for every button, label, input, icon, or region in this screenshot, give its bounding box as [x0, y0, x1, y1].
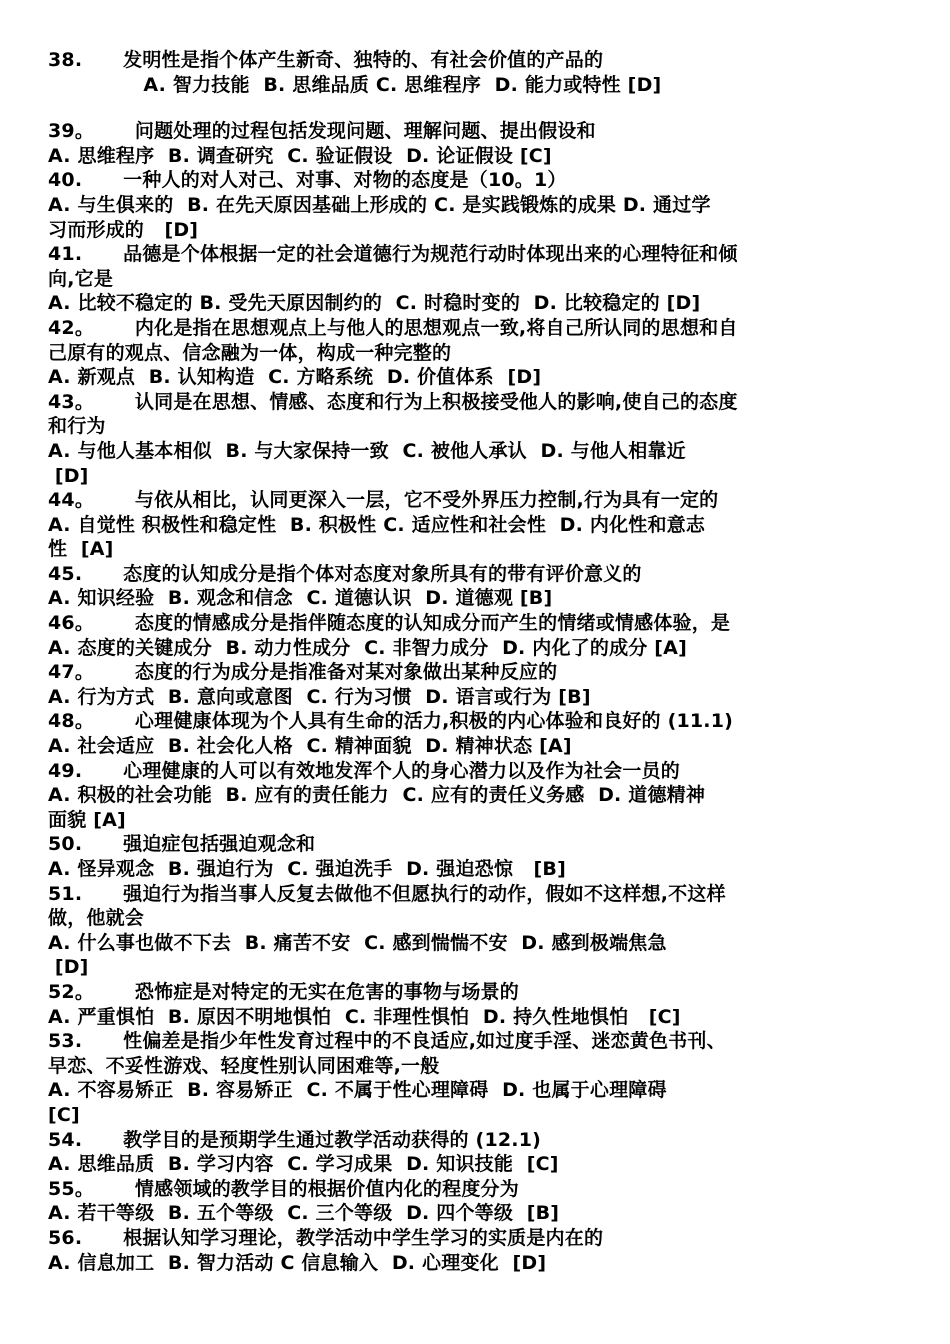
text-line: 性 [A] — [48, 538, 114, 561]
text-line: 48。 心理健康体现为个人具有生命的活力,积极的内心体验和良好的 (11.1) — [48, 710, 734, 733]
text-line: 做，他就会 — [48, 907, 145, 930]
text-line: A. 行为方式 B. 意向或意图 C. 行为习惯 D. 语言或行为 [B] — [48, 685, 591, 708]
text-line: A. 自觉性 积极性和稳定性 B. 积极性 C. 适应性和社会性 D. 内化性和意志 — [48, 513, 706, 536]
text-line: 43。 认同是在思想、情感、态度和行为上积极接受他人的影响,使自己的态度 — [48, 390, 738, 413]
text-line: 41. 品德是个体根据一定的社会道德行为规范行动时体现出来的心理特征和倾 — [48, 243, 738, 266]
text-line: A. 不容易矫正 B. 容易矫正 C. 不属于性心理障碍 D. 也属于心理障碍 — [48, 1079, 667, 1102]
text-line: A. 比较不稳定的 B. 受先天原因制约的 C. 时稳时变的 D. 比较稳定的 [D] — [48, 292, 701, 315]
text-line: A. 信息加工 B. 智力活动 C 信息输入 D. 心理变化 [D] — [48, 1251, 547, 1274]
text-line: A. 若干等级 B. 五个等级 C. 三个等级 D. 四个等级 [B] — [48, 1202, 560, 1225]
text-line: 己原有的观点、信念融为一体，构成一种完整的 — [48, 341, 452, 364]
text-line: A. 严重惧怕 B. 原因不明地惧怕 C. 非理性惧怕 D. 持久性地惧怕 [C] — [48, 1005, 681, 1028]
document-page — [48, 48, 898, 1275]
text-line: A. 态度的关键成分 B. 动力性成分 C. 非智力成分 D. 内化了的成分 [A] — [48, 636, 687, 659]
text-line: A. 社会适应 B. 社会化人格 C. 精神面貌 D. 精神状态 [A] — [48, 735, 572, 758]
text-line: 53. 性偏差是指少年性发育过程中的不良适应,如过度手淫、迷恋黄色书刊、 — [48, 1030, 726, 1053]
text-line: [C] — [48, 1103, 80, 1126]
text-line: 45. 态度的认知成分是指个体对态度对象所具有的带有评价意义的 — [48, 562, 642, 585]
text-line: 54. 教学目的是预期学生通过教学活动获得的 (12.1) — [48, 1128, 542, 1151]
text-line: 早恋、不妥性游戏、轻度性别认同困难等,一般 — [48, 1054, 440, 1077]
text-line: A. 与生俱来的 B. 在先天原因基础上形成的 C. 是实践锻炼的成果 D. 通过学 — [48, 193, 711, 216]
text-line: 面貌 [A] — [48, 808, 126, 831]
text-line: 46。 态度的情感成分是指伴随态度的认知成分而产生的情绪或情感体验，是 — [48, 612, 731, 635]
text-line: A. 与他人基本相似 B. 与大家保持一致 C. 被他人承认 D. 与他人相靠近 — [48, 439, 686, 462]
text-line: A. 新观点 B. 认知构造 C. 方略系统 D. 价值体系 [D] — [48, 366, 542, 389]
text-line: 和行为 — [48, 415, 106, 438]
text-line: 38. 发明性是指个体产生新奇、独特的、有社会价值的产品的 — [48, 49, 604, 71]
blank-line — [48, 97, 898, 119]
text-line: [D] — [48, 464, 89, 487]
text-line: A. 怪异观念 B. 强迫行为 C. 强迫洗手 D. 强迫恐惊 [B] — [48, 858, 566, 880]
text-line: 47。 态度的行为成分是指准备对某对象做出某种反应的 — [48, 661, 558, 684]
text-line: 40. 一种人的对人对己、对事、对物的态度是（10。1） — [48, 169, 567, 192]
text-line: 55。 情感领域的教学目的根据价值内化的程度分为 — [48, 1177, 519, 1200]
text-line: 51. 强迫行为指当事人反复去做他不但愿执行的动作，假如不这样想,不这样 — [48, 882, 726, 905]
text-line: 56. 根据认知学习理论，教学活动中学生学习的实质是内在的 — [48, 1226, 604, 1249]
text-line: 向,它是 — [48, 267, 114, 290]
text-line: A. 智力技能 B. 思维品质 C. 思维程序 D. 能力或特性 [D] — [48, 73, 662, 96]
text-line: A. 知识经验 B. 观念和信念 C. 道德认识 D. 道德观 [B] — [48, 587, 553, 610]
text-line: 50. 强迫症包括强迫观念和 — [48, 833, 316, 856]
text-line: A. 积极的社会功能 B. 应有的责任能力 C. 应有的责任义务感 D. 道德精神 — [48, 784, 706, 807]
text-line: 习而形成的 [D] — [48, 218, 199, 241]
text-line: A. 思维程序 B. 调查研究 C. 验证假设 D. 论证假设 [C] — [48, 144, 552, 167]
text-line: 42。 内化是指在思想观点上与他人的思想观点一致,将自己所认同的思想和自 — [48, 316, 738, 339]
text-line: [D] — [48, 956, 89, 979]
text-line: 49. 心理健康的人可以有效地发浑个人的身心潜力以及作为社会一员的 — [48, 759, 680, 782]
text-line: 39。 问题处理的过程包括发现问题、理解问题、提出假设和 — [48, 120, 596, 143]
text-line: 44。 与依从相比，认同更深入一层，它不受外界压力控制,行为具有一定的 — [48, 489, 719, 512]
text-line: A. 什么事也做不下去 B. 痛苦不安 C. 感到惴惴不安 D. 感到极端焦急 — [48, 931, 667, 954]
text-line: A. 思维品质 B. 学习内容 C. 学习成果 D. 知识技能 [C] — [48, 1153, 559, 1176]
text-line: 52。 恐怖症是对特定的无实在危害的事物与场景的 — [48, 980, 519, 1003]
